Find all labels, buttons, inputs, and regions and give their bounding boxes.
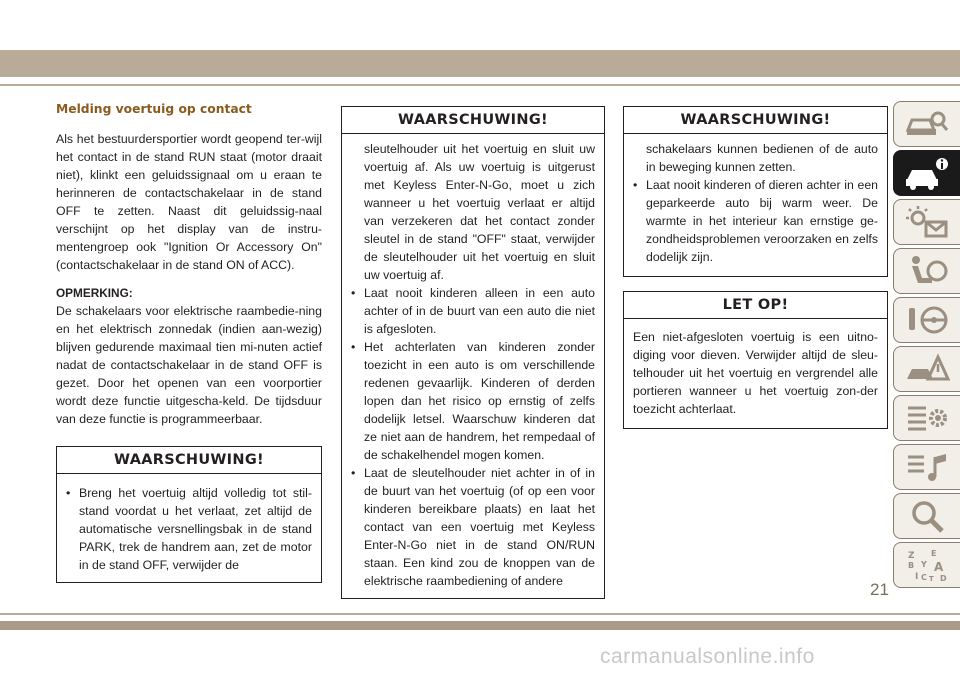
airbag-seat-icon [904, 253, 950, 289]
warning-bullet: • Het achterlaten van kinderen zonder toezicht in een auto is om verschillende redenen gevaarlijk. Kinderen of derden lopen dan het risico op ernstig of zelfs dodelijk letsel. Waarschuw kinderen dat ze niet aan de handrem, het rempedaal of de schakelhendel mogen komen. [351, 338, 595, 464]
svg-text:A: A [934, 560, 944, 574]
header-band [0, 50, 960, 77]
caution-box [623, 291, 888, 429]
svg-text:I: I [915, 572, 919, 582]
warning-title: WAARSCHUWING! [342, 107, 604, 134]
search-magnifier-icon [904, 498, 950, 534]
warning-box-1 [56, 446, 322, 583]
section-heading: Melding voertuig op contact [56, 102, 252, 116]
warning-bullet: • Laat nooit kinderen of dieren achter in een geparkeerde auto bij warm weer. De warmte in het interieur kan ernstige ge-zondheidsproblemen veroorzaken en zelfs dodelijk zijn. [633, 176, 878, 266]
tab-airbag-seat[interactable] [893, 248, 960, 294]
steering-wheel-icon [904, 302, 950, 338]
column-middle [341, 106, 605, 599]
warning-bullet: • Laat de sleutelhouder niet achter in of in de buurt van het voertuig (of op een voor kinderen bereikbare plaats) en laat het contact van een voertuig met Keyless Enter-N-Go niet in de stand ON/RUN staan. Een kind zou de knoppen van de elektrische raambediening of andere [351, 464, 595, 590]
note-text: De schakelaars voor elektrische raambedie-ning en het elektrisch zonnedak (indien aan-wezig) blijven gedurende maximaal tien mi-nuten actief nadat de contactschakelaar in de stand OFF is gezet. Door het openen van een voorportier wordt deze functie uitgescha-keld. De tijdsduur van deze functie is programmeerbaar. [56, 304, 322, 426]
footer-rule [0, 613, 960, 615]
warning-box-3 [623, 106, 888, 277]
svg-text:C: C [921, 573, 927, 582]
car-info-icon [904, 155, 950, 191]
tab-roadside[interactable] [893, 346, 960, 392]
warning-bullet: • Laat nooit kinderen alleen in een auto achter of in de buurt van een auto die niet is afgesloten. [351, 284, 595, 338]
warning-lights-icon [904, 204, 950, 240]
header-rule [0, 84, 960, 86]
tab-multimedia[interactable] [893, 444, 960, 490]
tab-maintenance[interactable] [893, 395, 960, 441]
svg-text:E: E [931, 549, 937, 558]
watermark-text: carmanualsonline.info [600, 645, 815, 668]
warning-box-2 [341, 106, 605, 599]
maintenance-gear-icon [904, 400, 950, 436]
note-label: OPMERKING: [56, 286, 133, 300]
multimedia-music-icon [904, 449, 950, 485]
page-number: 21 [870, 580, 889, 599]
tab-index[interactable] [893, 542, 960, 588]
warning-title: WAARSCHUWING! [624, 107, 887, 134]
footer-band [0, 621, 960, 630]
tab-steering-wheel[interactable] [893, 297, 960, 343]
column-right [623, 106, 888, 429]
svg-text:Z: Z [908, 551, 915, 561]
warning-continuation: sleutelhouder uit het voertuig en sluit uw voertuig af. Als uw voertuig is uitgerust met Keyless Enter-N-Go, moet u zich wanneer u het voertuig verlaat er altijd van verzekeren dat het contact zonder sleutel in de stand "OFF" staat, verwijder de sleutelhouder uit het voertuig en sluit uw voertuig af. [364, 142, 595, 282]
tab-warning-lights[interactable] [893, 199, 960, 245]
tab-car-search[interactable] [893, 101, 960, 147]
svg-text:D: D [940, 574, 947, 583]
column-left [56, 100, 322, 583]
caution-title: LET OP! [624, 292, 887, 319]
warning-continuation: schakelaars kunnen bedienen of de auto in beweging kunnen zetten. [646, 142, 878, 174]
tab-car-info[interactable] [893, 150, 960, 196]
svg-text:Y: Y [921, 560, 927, 569]
section-body: Als het bestuurdersportier wordt geopend ter-wijl het contact in de stand RUN staat (motor draait niet), klinkt een geluidssignaal om u eraan te herinneren de contactschakelaar in de stand OFF te zetten. Naast dit geluidssig-naal verschijnt op het display van de instru-mentengroep ook "Ignition Or Accessory On" (contactschakelaar in de stand ON of ACC). [56, 132, 322, 272]
index-letters-icon [904, 547, 950, 583]
chapter-tabs [893, 101, 960, 591]
caution-body: Een niet-afgesloten voertuig is een uitno-diging voor dieven. Verwijder altijd de sleu-telhouder uit het voertuig en vergrendel alle portieren wanneer u het voertuig zon-der toezicht achterlaat. [633, 330, 878, 416]
warning-title: WAARSCHUWING! [57, 447, 321, 474]
warning-bullet: • Breng het voertuig altijd volledig tot stil-stand voordat u het verlaat, zet altijd de automatische versnellingsbak in de stand PARK, trek de handrem aan, zet de motor in de stand OFF, verwijder de [66, 484, 312, 574]
svg-text:B: B [908, 561, 915, 570]
roadside-warning-icon [904, 351, 950, 387]
tab-search[interactable] [893, 493, 960, 539]
svg-text:T: T [929, 575, 934, 583]
car-search-icon [904, 106, 950, 142]
